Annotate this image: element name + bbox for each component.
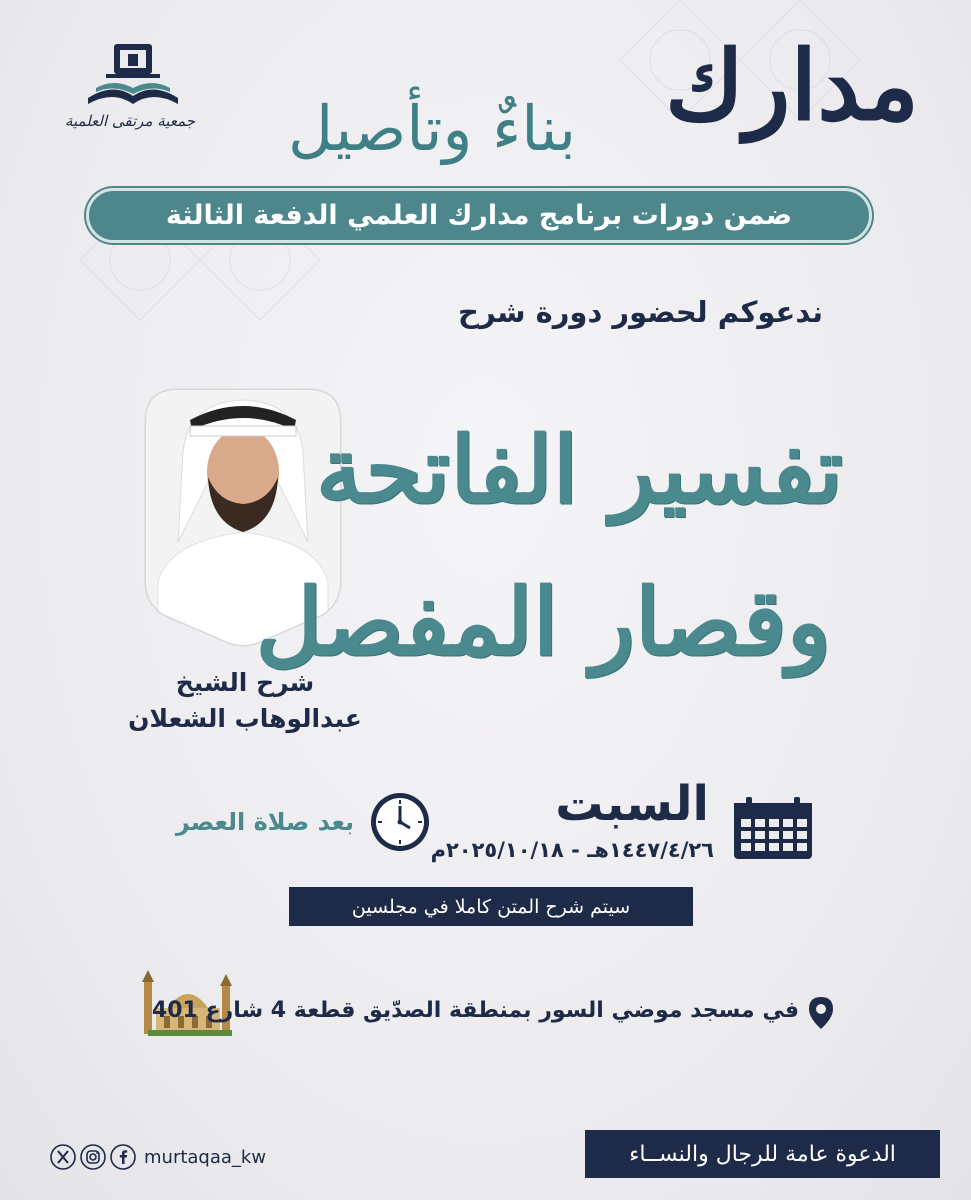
program-banner-text: ضمن دورات برنامج مدارك العلمي الدفعة الثالثة — [165, 200, 793, 231]
event-date: ١٤٤٧/٤/٢٦هـ - ٢٠٢٥/١٠/١٨م — [430, 838, 714, 862]
note-text: سيتم شرح المتن كاملا في مجلسين — [351, 895, 631, 918]
brand-slogan: بناءٌ وتأصيل — [288, 92, 577, 165]
event-day: السبت — [555, 776, 709, 832]
location-text: في مسجد موضي السور بمنطقة الصدّيق قطعة 4 شارع 401 — [151, 998, 799, 1023]
social-handle[interactable]: murtaqaa_kw — [144, 1146, 267, 1168]
course-title-line1: تفسير الفاتحة — [315, 416, 843, 524]
program-banner — [86, 188, 872, 243]
facebook-icon[interactable] — [110, 1144, 136, 1170]
invitation-heading: ندعوكم لحضور دورة شرح — [458, 295, 823, 329]
footer-invitation-bar — [585, 1130, 940, 1178]
note-bar — [289, 887, 693, 926]
instagram-icon[interactable] — [80, 1144, 106, 1170]
clock-icon — [368, 790, 432, 854]
course-title-line2: وقصار المفصل — [255, 568, 831, 676]
brand-title: مدارك — [665, 29, 919, 142]
location-pin-icon — [808, 996, 834, 1030]
event-time: بعد صلاة العصر — [175, 808, 354, 836]
sheikh-name: عبدالوهاب الشعلان — [128, 704, 362, 733]
x-icon[interactable] — [50, 1144, 76, 1170]
social-links — [50, 1143, 266, 1171]
calendar-icon — [732, 795, 814, 861]
sheikh-label: شرح الشيخ — [175, 668, 315, 697]
logo-wordmark: جمعية مرتقى العلمية — [64, 112, 196, 130]
footer-invitation-text: الدعوة عامة للرجال والنســاء — [629, 1141, 896, 1167]
